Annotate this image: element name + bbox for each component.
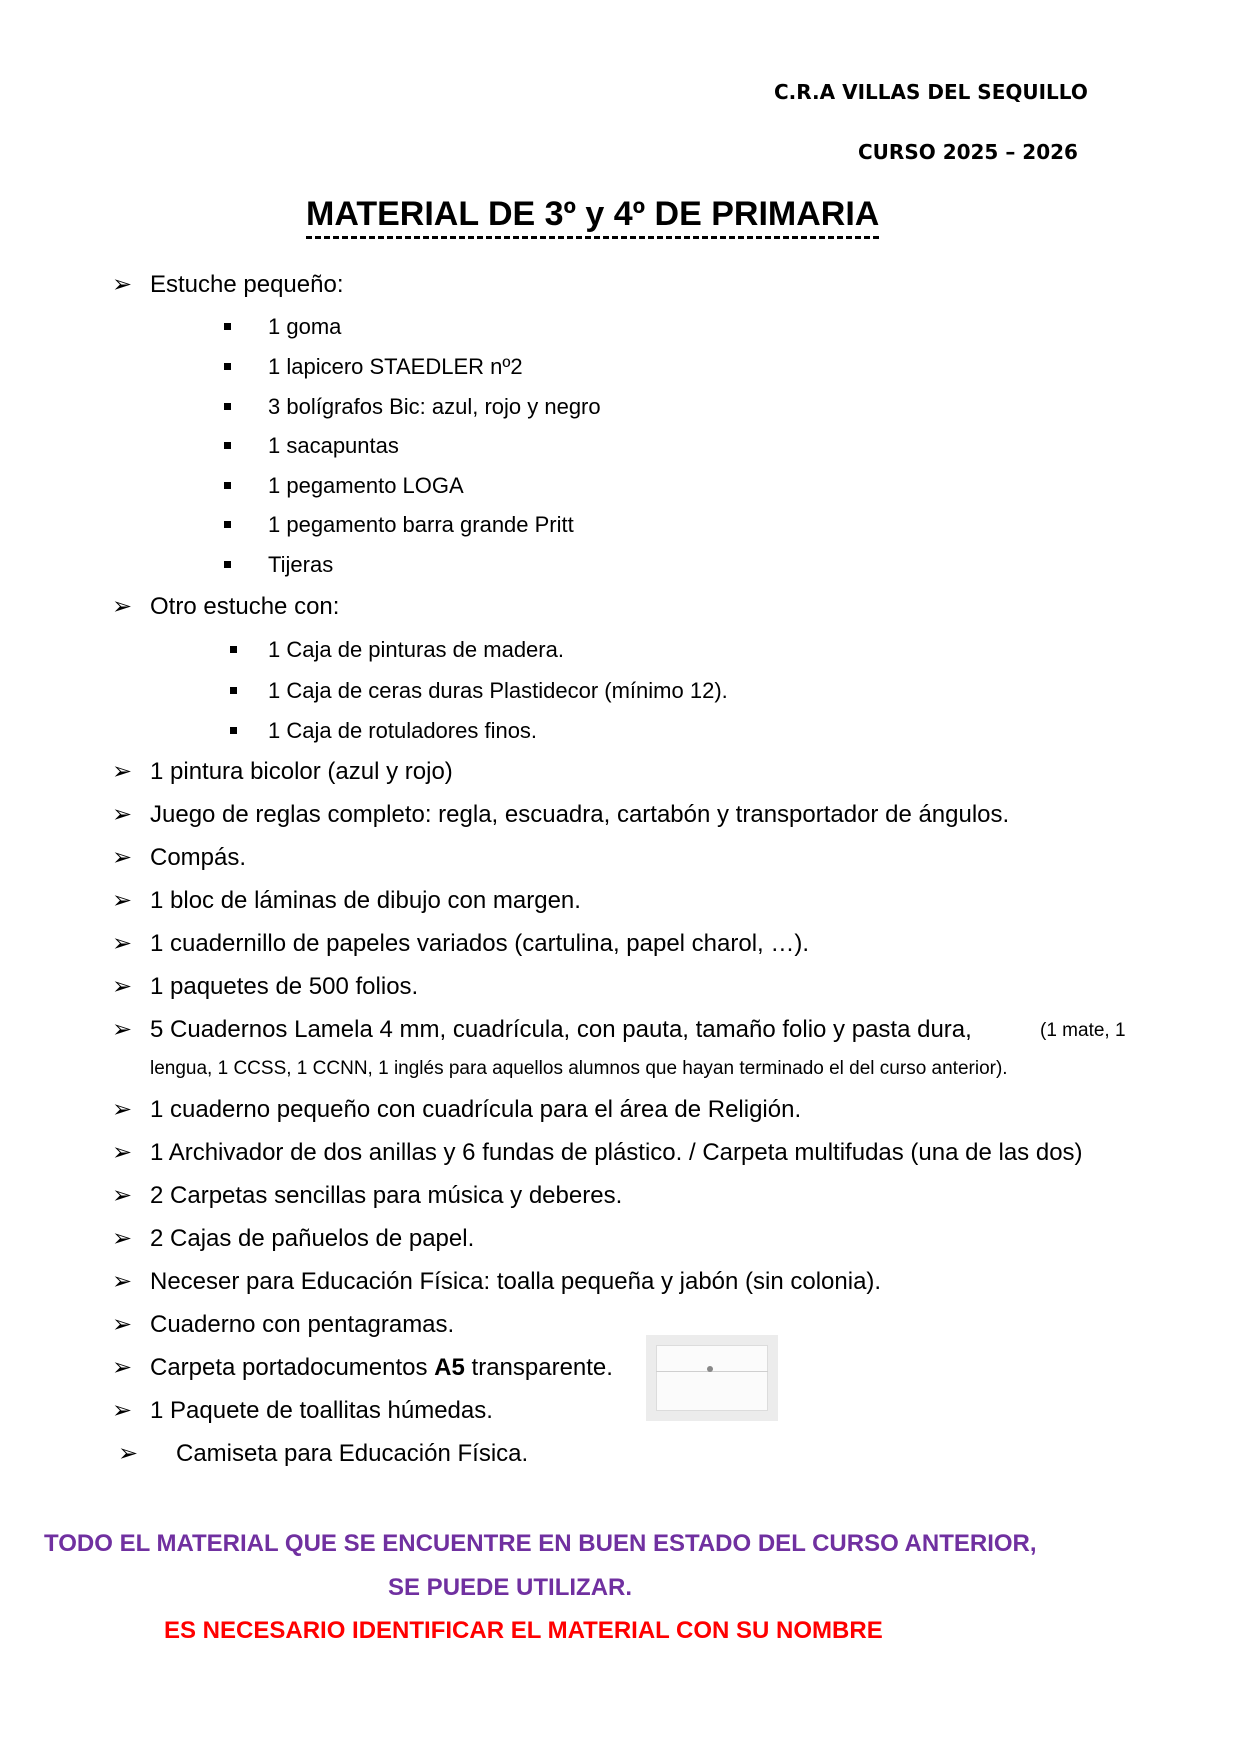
folder-snap-button-icon — [707, 1366, 713, 1372]
square-bullet-icon — [224, 403, 231, 410]
item-text: 1 cuaderno pequeño con cuadrícula para el área de Religión. — [150, 1096, 802, 1123]
list-item-carpeta — [112, 1353, 613, 1383]
list-item — [112, 843, 247, 873]
carpeta-text-pre: Carpeta portadocumentos — [150, 1354, 435, 1381]
square-bullet-icon — [230, 727, 237, 734]
item-text: 5 Cuadernos Lamela 4 mm, cuadrícula, con pauta, tamaño folio y pasta dura, — [150, 1016, 972, 1043]
arrow-bullet-icon: ➢ — [112, 973, 133, 1000]
carpeta-text-bold: A5 — [434, 1354, 465, 1381]
list-item — [112, 757, 453, 787]
arrow-bullet-icon: ➢ — [112, 1225, 133, 1252]
list-item — [112, 1095, 802, 1125]
list-item-cuadernos — [112, 1015, 972, 1045]
page-title: MATERIAL DE 3º y 4º DE PRIMARIA — [306, 194, 879, 239]
item-text: 1 paquetes de 500 folios. — [150, 973, 419, 1000]
square-bullet-icon — [230, 646, 237, 653]
arrow-bullet-icon: ➢ — [112, 271, 133, 298]
item-text: 1 Caja de rotuladores finos. — [268, 718, 538, 743]
item-text: 1 bloc de láminas de dibujo con margen. — [150, 887, 581, 914]
list-item-camiseta — [118, 1439, 529, 1469]
label-notice: ES NECESARIO IDENTIFICAR EL MATERIAL CON SU NOMBRE — [164, 1617, 883, 1644]
list-item — [112, 1310, 455, 1340]
arrow-bullet-icon: ➢ — [112, 930, 133, 957]
arrow-bullet-icon: ➢ — [112, 1182, 133, 1209]
arrow-bullet-icon: ➢ — [112, 801, 133, 828]
item-text: Neceser para Educación Física: toalla pequeña y jabón (sin colonia). — [150, 1268, 882, 1295]
item-text: 1 Caja de pinturas de madera. — [268, 637, 564, 662]
arrow-bullet-icon: ➢ — [112, 1139, 133, 1166]
square-bullet-icon — [224, 482, 231, 489]
arrow-bullet-icon: ➢ — [112, 1397, 133, 1424]
list-item — [112, 929, 810, 959]
item-text: Tijeras — [268, 552, 334, 577]
course-year: CURSO 2025 – 2026 — [858, 140, 1078, 164]
list-item — [112, 1267, 882, 1297]
arrow-bullet-icon: ➢ — [112, 887, 133, 914]
item-text: 1 Paquete de toallitas húmedas. — [150, 1397, 493, 1424]
arrow-bullet-icon: ➢ — [112, 844, 133, 871]
item-text: 1 lapicero STAEDLER nº2 — [268, 354, 523, 379]
arrow-bullet-icon: ➢ — [112, 1016, 133, 1043]
arrow-bullet-icon: ➢ — [118, 1440, 139, 1467]
arrow-bullet-icon: ➢ — [112, 758, 133, 785]
square-bullet-icon — [224, 561, 231, 568]
item-text — [150, 1353, 613, 1383]
square-bullet-icon — [224, 521, 231, 528]
arrow-bullet-icon: ➢ — [112, 593, 133, 620]
item-text: 3 bolígrafos Bic: azul, rojo y negro — [268, 394, 601, 419]
item-text: 1 goma — [268, 314, 342, 339]
list-item — [112, 800, 1010, 830]
arrow-bullet-icon: ➢ — [112, 1311, 133, 1338]
item-text: 1 Caja de ceras duras Plastidecor (mínimo 12). — [268, 678, 728, 703]
item-text: 1 pegamento barra grande Pritt — [268, 512, 574, 537]
list-item — [112, 1224, 475, 1254]
carpeta-text-post: transparente. — [464, 1354, 613, 1381]
square-bullet-icon — [224, 442, 231, 449]
reuse-notice-line-1: TODO EL MATERIAL QUE SE ENCUENTRE EN BUEN ESTADO DEL CURSO ANTERIOR, — [44, 1530, 1037, 1557]
arrow-bullet-icon: ➢ — [112, 1268, 133, 1295]
list-item-estuche-pequeno — [112, 270, 344, 300]
arrow-bullet-icon: ➢ — [112, 1096, 133, 1123]
item-text: Camiseta para Educación Física. — [176, 1440, 529, 1467]
item-text: Compás. — [150, 844, 247, 871]
square-bullet-icon — [230, 687, 237, 694]
item-text: 2 Carpetas sencillas para música y deberes. — [150, 1182, 623, 1209]
item-text: 1 sacapuntas — [268, 433, 399, 458]
list-item — [112, 1138, 1083, 1168]
cuadernos-note-2: lengua, 1 CCSS, 1 CCNN, 1 inglés para aquellos alumnos que hayan terminado el del curso anterior). — [150, 1058, 1008, 1079]
list-item — [112, 1181, 623, 1211]
item-text: Cuaderno con pentagramas. — [150, 1311, 455, 1338]
square-bullet-icon — [224, 323, 231, 330]
reuse-notice-line-2: SE PUEDE UTILIZAR. — [388, 1574, 633, 1601]
list-item-toallitas — [112, 1396, 493, 1426]
item-text: 1 pintura bicolor (azul y rojo) — [150, 758, 453, 785]
square-bullet-icon — [224, 363, 231, 370]
item-text: 1 Archivador de dos anillas y 6 fundas de plástico. / Carpeta multifudas (una de las dos) — [150, 1139, 1083, 1166]
list-item-otro-estuche — [112, 592, 340, 622]
item-text: Juego de reglas completo: regla, escuadra, cartabón y transportador de ángulos. — [150, 801, 1010, 828]
item-text: 1 cuadernillo de papeles variados (cartulina, papel charol, …). — [150, 930, 810, 957]
arrow-bullet-icon: ➢ — [112, 1354, 133, 1381]
cuadernos-note-1: (1 mate, 1 — [1040, 1020, 1126, 1041]
list-item — [112, 886, 581, 916]
school-name: C.R.A VILLAS DEL SEQUILLO — [774, 80, 1088, 104]
document-folder-image — [646, 1335, 778, 1421]
item-text: Otro estuche con: — [150, 593, 340, 620]
item-text: 1 pegamento LOGA — [268, 473, 464, 498]
item-text: Estuche pequeño: — [150, 271, 344, 298]
item-text: 2 Cajas de pañuelos de papel. — [150, 1225, 475, 1252]
list-item — [112, 972, 419, 1002]
